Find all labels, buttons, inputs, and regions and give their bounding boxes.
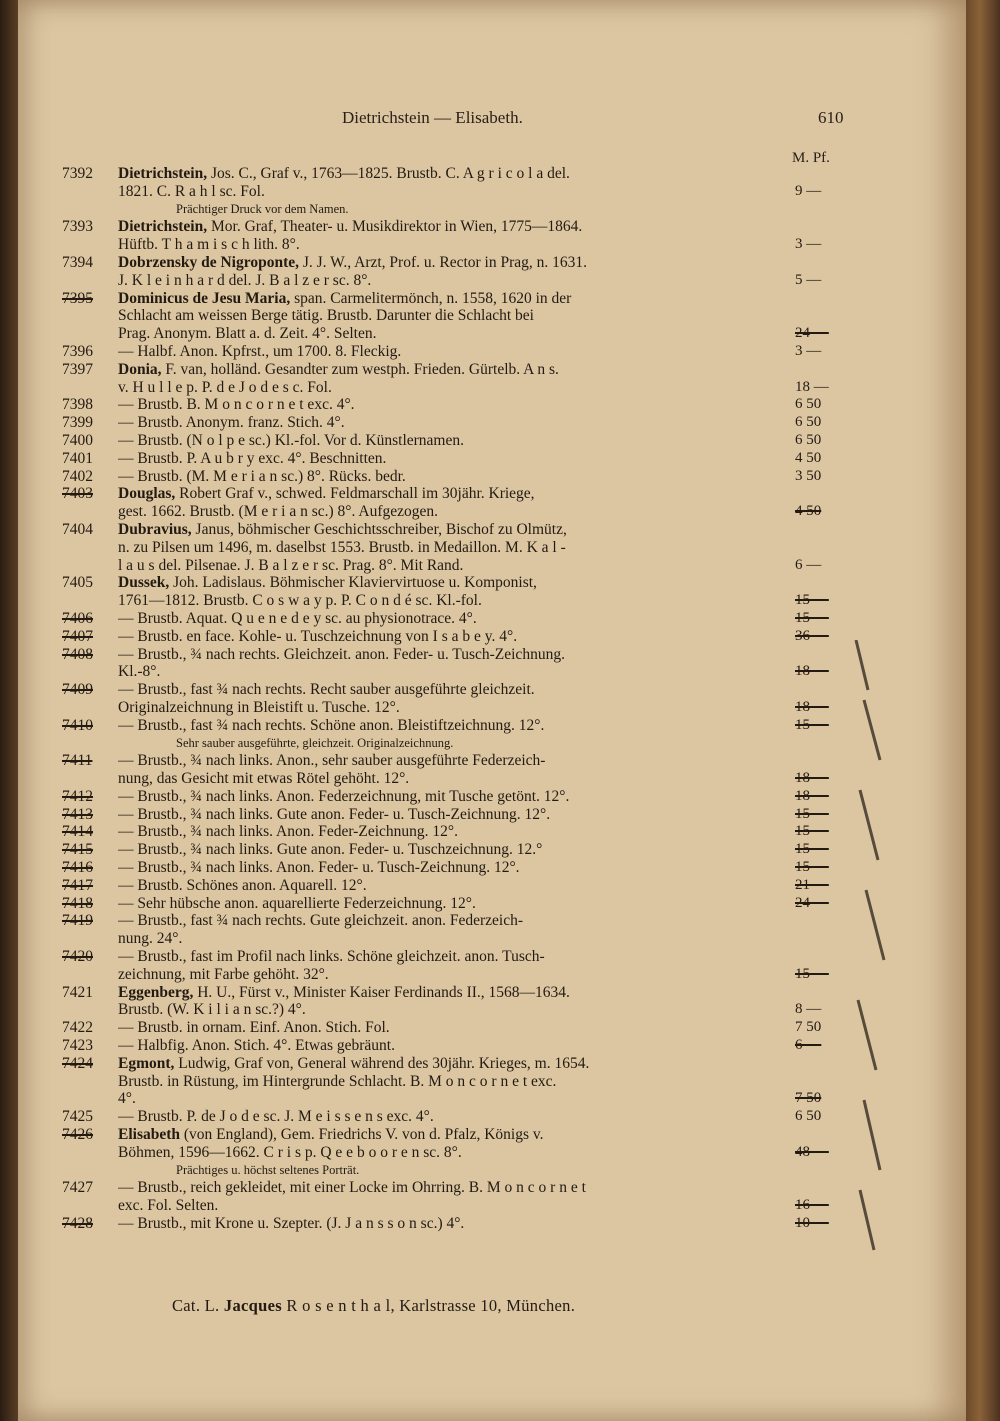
entry-price: 6 50 (795, 396, 822, 413)
lot-number: 7413 (62, 805, 93, 823)
entry-price: 16 — (795, 1197, 829, 1214)
entry-description: 1761—1812. Brustb. C o s w a y p. P. C o n d é sc. Kl.-fol. (118, 592, 482, 610)
entry-description: Ludwig, Graf von, General während des 30jähr. Krieges, m. 1654. (174, 1054, 590, 1072)
entry-price: 3 — (795, 342, 822, 359)
catalog-line (0, 930, 1000, 948)
catalog-line (0, 1126, 1000, 1144)
entry-description: n. zu Pilsen um 1496, m. daselbst 1553. Brustb. in Medaillon. M. K a l - (118, 538, 566, 556)
entry-text (118, 361, 778, 379)
entry-price: 18 — (795, 663, 829, 680)
entry-price: 9 — (795, 182, 822, 199)
lot-number: 7398 (62, 396, 93, 414)
catalog-line (0, 1144, 1000, 1162)
entry-price: 15 — (795, 805, 829, 822)
entry-description: (von England), Gem. Friedrichs V. von d. Pfalz, Königs v. (180, 1126, 544, 1144)
entry-description: — Brustb. (N o l p e sc.) Kl.-fol. Vor d. Künstlernamen. (118, 431, 464, 449)
entry-description: — Halbf. Anon. Kpfrst., um 1700. 8. Fleckig. (118, 342, 402, 360)
lot-number: 7401 (62, 449, 93, 467)
catalog-line (0, 610, 1000, 628)
entry-note (176, 1162, 836, 1180)
entry-price: 18 — (795, 378, 829, 395)
entry-text (118, 450, 778, 468)
entry-description: — Brustb. in ornam. Einf. Anon. Stich. Fol. (118, 1019, 390, 1037)
entry-description: Hüftb. T h a m i s c h lith. 8°. (118, 236, 300, 254)
catalog-line (0, 165, 1000, 183)
entry-text (118, 788, 778, 806)
entry-text (118, 859, 778, 877)
catalog-line (0, 699, 1000, 717)
entry-price: 7 50 (795, 1090, 822, 1107)
entry-description: — Brustb., ¾ nach links. Gute anon. Feder- u. Tuschzeichnung. 12.° (118, 841, 543, 859)
entry-text (118, 948, 778, 966)
lot-number: 7417 (62, 876, 93, 894)
entry-price: 18 — (795, 698, 829, 715)
entry-price: 24 — (795, 894, 829, 911)
entry-price: 3 — (795, 236, 822, 253)
catalog-line (0, 646, 1000, 664)
lot-number: 7395 (62, 289, 93, 307)
catalog-line (0, 539, 1000, 557)
entry-description: Jos. C., Graf v., 1763—1825. Brustb. C. A g r i c o l a del. (207, 165, 570, 182)
entry-description: — Brustb., ¾ nach rechts. Gleichzeit. anon. Feder- u. Tusch-Zeichnung. (118, 645, 565, 663)
catalog-line (0, 877, 1000, 895)
entry-description: Brustb. (W. K i l i a n sc.?) 4°. (118, 1001, 306, 1019)
entry-text (118, 646, 778, 664)
lot-number: 7422 (62, 1019, 93, 1037)
lot-number: 7418 (62, 894, 93, 912)
entry-text (118, 1019, 778, 1037)
entry-description: Schlacht am weissen Berge tätig. Brustb. Darunter die Schlacht bei (118, 307, 534, 325)
entry-text (118, 984, 778, 1002)
lot-number: 7428 (62, 1215, 93, 1233)
entry-text (118, 628, 778, 646)
entry-text (118, 557, 778, 575)
lot-number: 7424 (62, 1054, 93, 1072)
entry-text (118, 1179, 778, 1197)
entry-description: v. H u l l e p. P. d e J o d e s c. Fol. (118, 378, 332, 396)
catalog-line (0, 379, 1000, 397)
entry-price: 15 — (795, 823, 829, 840)
lot-number: 7426 (62, 1126, 93, 1144)
entry-text (118, 930, 778, 948)
entry-price: 18 — (795, 770, 829, 787)
entry-text (118, 806, 778, 824)
entry-text (118, 681, 778, 699)
entry-price: 6 — (795, 556, 822, 573)
entry-text (118, 699, 778, 717)
entry-text (118, 1037, 778, 1055)
catalog-line (0, 912, 1000, 930)
catalog-line (0, 236, 1000, 254)
entry-price: 4 50 (795, 449, 822, 466)
catalog-line (0, 628, 1000, 646)
catalog-line (0, 752, 1000, 770)
entry-name: Egmont, (118, 1054, 175, 1072)
running-header (0, 108, 1000, 138)
catalog-line (0, 343, 1000, 361)
entry-description: — Brustb., ¾ nach links. Anon., sehr sauber ausgeführte Federzeich- (118, 752, 546, 770)
entry-description: — Brustb. (M. M e r i a n sc.) 8°. Rücks. bedr. (118, 467, 406, 485)
entry-description: Joh. Ladislaus. Böhmischer Klaviervirtuose u. Komponist, (169, 574, 537, 592)
entry-text (118, 1197, 778, 1215)
lot-number: 7396 (62, 342, 93, 360)
entry-name: Dobrzensky de Nigroponte, (118, 253, 299, 271)
lot-number: 7415 (62, 841, 93, 859)
entry-description: — Brustb., ¾ nach links. Anon. Feder- u. Tusch-Zeichnung. 12°. (118, 859, 520, 877)
entry-description: nung. 24°. (118, 930, 183, 948)
catalog-line (0, 503, 1000, 521)
catalog-line (0, 681, 1000, 699)
catalog-line (0, 1179, 1000, 1197)
footer-firm: Jacques (223, 1296, 282, 1315)
catalog-line (0, 966, 1000, 984)
entry-description: Böhmen, 1596—1662. C r i s p. Q e e b o o r e n sc. 8°. (118, 1143, 462, 1161)
catalog-line (0, 201, 1000, 219)
entry-text (118, 503, 778, 521)
catalog-line (0, 574, 1000, 592)
catalog-line (0, 307, 1000, 325)
catalog-line (0, 432, 1000, 450)
entry-text (118, 432, 778, 450)
entry-name: Eggenberg, (118, 983, 194, 1001)
entry-description: — Brustb. Anonym. franz. Stich. 4°. (118, 414, 345, 432)
catalog-line (0, 592, 1000, 610)
entry-description: Prächtiges u. höchst seltenes Porträt. (176, 1162, 360, 1177)
entry-description: 1821. C. R a h l sc. Fol. (118, 182, 265, 200)
catalog-line (0, 717, 1000, 735)
entry-description: J. J. W., Arzt, Prof. u. Rector in Prag, n. 1631. (298, 253, 588, 271)
entry-price: 7 50 (795, 1019, 822, 1036)
catalog-line (0, 521, 1000, 539)
entry-description: — Brustb. P. de J o d e sc. J. M e i s s e n s exc. 4°. (118, 1108, 434, 1126)
catalog-line (0, 770, 1000, 788)
entry-text (118, 1055, 778, 1073)
catalog-line (0, 663, 1000, 681)
entry-description: Sehr sauber ausgeführte, gleichzeit. Originalzeichnung. (176, 735, 454, 750)
entry-description: — Brustb., ¾ nach links. Anon. Feder-Zeichnung. 12°. (118, 823, 458, 841)
entry-price: 15 — (795, 716, 829, 733)
entry-description: — Sehr hübsche anon. aquarellierte Federzeichnung. 12°. (118, 894, 476, 912)
entry-description: Brustb. in Rüstung, im Hintergrunde Schlacht. B. M o n c o r n e t exc. (118, 1072, 557, 1090)
catalog-line (0, 823, 1000, 841)
catalog-line (0, 1090, 1000, 1108)
entry-description: — Brustb., fast im Profil nach links. Schöne gleichzeit. anon. Tusch- (118, 948, 545, 966)
entry-price: 4 50 (795, 503, 822, 520)
entry-description: — Brustb., fast ¾ nach rechts. Recht sauber ausgeführte gleichzeit. (118, 681, 535, 699)
entry-text (118, 290, 778, 308)
entry-price: 15 — (795, 965, 829, 982)
lot-number: 7412 (62, 787, 93, 805)
catalog-line (0, 948, 1000, 966)
catalog-line (0, 984, 1000, 1002)
entry-name: Dussek, (118, 574, 170, 592)
lot-number: 7402 (62, 467, 93, 485)
lot-number: 7393 (62, 218, 93, 236)
entry-text (118, 272, 778, 290)
entry-text (118, 343, 778, 361)
catalog-line (0, 325, 1000, 343)
entry-text (118, 1090, 778, 1108)
entry-text (118, 379, 778, 397)
entry-text (118, 485, 778, 503)
catalog-line (0, 290, 1000, 308)
entry-description: — Brustb., fast ¾ nach rechts. Schöne anon. Bleistiftzeichnung. 12°. (118, 716, 545, 734)
entry-text (118, 966, 778, 984)
entry-text (118, 610, 778, 628)
entry-price: 18 — (795, 787, 829, 804)
lot-number: 7416 (62, 859, 93, 877)
lot-number: 7409 (62, 681, 93, 699)
catalog-line (0, 1055, 1000, 1073)
entry-text (118, 717, 778, 735)
entry-text (118, 823, 778, 841)
entry-description: F. van, holländ. Gesandter zum westph. Frieden. Gürtelb. A n s. (161, 360, 559, 378)
entry-price: 36 — (795, 627, 829, 644)
entry-text (118, 325, 778, 343)
entry-price: 6 — (795, 1037, 822, 1054)
entry-text (118, 752, 778, 770)
entry-name: Dietrichstein, (118, 218, 208, 236)
footer-prefix: Cat. L. (172, 1296, 224, 1315)
entry-note (176, 201, 836, 219)
entry-description: — Brustb. Schönes anon. Aquarell. 12°. (118, 876, 367, 894)
entry-text (118, 521, 778, 539)
entry-price: 15 — (795, 592, 829, 609)
entry-description: — Brustb. P. A u b r y exc. 4°. Beschnitten. (118, 449, 387, 467)
entry-price: 15 — (795, 859, 829, 876)
entry-description: 4°. (118, 1090, 136, 1108)
entry-text (118, 841, 778, 859)
catalog-line (0, 468, 1000, 486)
catalog-line (0, 414, 1000, 432)
entry-description: Prächtiger Druck vor dem Namen. (176, 201, 349, 216)
entry-name: Elisabeth (118, 1126, 181, 1144)
catalog-line (0, 1108, 1000, 1126)
entry-description: J. K l e i n h a r d del. J. B a l z e r sc. 8°. (118, 271, 372, 289)
catalog-line (0, 788, 1000, 806)
catalog-line (0, 183, 1000, 201)
entry-description: Robert Graf v., schwed. Feldmarschall im 30jähr. Kriege, (175, 485, 535, 503)
catalog-line (0, 485, 1000, 503)
entry-description: gest. 1662. Brustb. (M e r i a n sc.) 8°. Aufgezogen. (118, 503, 439, 521)
entry-text (118, 1144, 778, 1162)
entry-description: span. Carmelitermönch, n. 1558, 1620 in der (290, 289, 572, 307)
entry-description: Kl.-8°. (118, 663, 161, 681)
catalog-entries (0, 165, 1000, 1233)
entry-note (176, 735, 836, 753)
catalog-line (0, 1162, 1000, 1180)
entry-text (118, 574, 778, 592)
entry-description: — Brustb., reich gekleidet, mit einer Locke im Ohrring. B. M o n c o r n e t (118, 1179, 586, 1197)
page-number: 610 (818, 108, 844, 127)
catalog-line (0, 272, 1000, 290)
entry-text (118, 539, 778, 557)
catalog-line (0, 1001, 1000, 1019)
catalog-line (0, 895, 1000, 913)
catalog-line (0, 1037, 1000, 1055)
entry-text (118, 1073, 778, 1091)
catalog-footer (172, 1296, 575, 1316)
entry-price: 15 — (795, 609, 829, 626)
entry-text (118, 396, 778, 414)
lot-number: 7411 (62, 752, 93, 770)
lot-number: 7419 (62, 912, 93, 930)
entry-text (118, 663, 778, 681)
entry-text (118, 1126, 778, 1144)
catalog-line (0, 450, 1000, 468)
entry-text (118, 912, 778, 930)
lot-number: 7397 (62, 360, 93, 378)
lot-number: 7404 (62, 520, 93, 538)
entry-text (118, 1215, 778, 1233)
entry-description: nung, das Gesicht mit etwas Rötel gehöht. 12°. (118, 770, 410, 788)
entry-price: 8 — (795, 1001, 822, 1018)
entry-description: — Brustb., fast ¾ nach rechts. Gute gleichzeit. anon. Federzeich- (118, 912, 524, 930)
catalog-line (0, 218, 1000, 236)
catalog-line (0, 1197, 1000, 1215)
catalog-line (0, 841, 1000, 859)
entry-text (118, 592, 778, 610)
entry-price: 3 50 (795, 467, 822, 484)
entry-text (118, 877, 778, 895)
entry-price: 6 50 (795, 414, 822, 431)
entry-description: exc. Fol. Selten. (118, 1197, 219, 1215)
entry-name: Dominicus de Jesu Maria, (118, 289, 291, 307)
entry-description: zeichnung, mit Farbe gehöht. 32°. (118, 965, 329, 983)
lot-number: 7406 (62, 609, 93, 627)
entry-price: 48 — (795, 1143, 829, 1160)
header-title: Dietrichstein — Elisabeth. (342, 108, 523, 127)
catalog-line (0, 254, 1000, 272)
entry-text (118, 183, 778, 201)
entry-name: Dubravius, (118, 520, 192, 538)
entry-text (118, 165, 778, 183)
lot-number: 7394 (62, 253, 93, 271)
lot-number: 7421 (62, 983, 93, 1001)
entry-text (118, 254, 778, 272)
entry-text (118, 468, 778, 486)
entry-name: Donia, (118, 360, 162, 378)
entry-description: Mor. Graf, Theater- u. Musikdirektor in Wien, 1775—1864. (207, 218, 583, 236)
catalog-line (0, 806, 1000, 824)
entry-description: Prag. Anonym. Blatt a. d. Zeit. 4°. Selten. (118, 325, 377, 343)
entry-price: 21 — (795, 876, 829, 893)
entry-price: 6 50 (795, 1108, 822, 1125)
entry-description: — Brustb. B. M o n c o r n e t exc. 4°. (118, 396, 355, 414)
lot-number: 7407 (62, 627, 93, 645)
entry-description: — Brustb., ¾ nach links. Anon. Federzeichnung, mit Tusche getönt. 12°. (118, 787, 570, 805)
lot-number: 7408 (62, 645, 93, 663)
entry-text (118, 895, 778, 913)
entry-text (118, 307, 778, 325)
lot-number: 7403 (62, 485, 93, 503)
entry-description: — Brustb., mit Krone u. Szepter. (J. J a n s s o n sc.) 4°. (118, 1215, 465, 1233)
lot-number: 7427 (62, 1179, 93, 1197)
entry-text (118, 1108, 778, 1126)
entry-price: 15 — (795, 841, 829, 858)
catalog-line (0, 557, 1000, 575)
catalog-line (0, 1019, 1000, 1037)
lot-number: 7392 (62, 165, 93, 182)
lot-number: 7420 (62, 948, 93, 966)
lot-number: 7414 (62, 823, 93, 841)
entry-text (118, 218, 778, 236)
entry-description: — Brustb. en face. Kohle- u. Tuschzeichnung von I s a b e y. 4°. (118, 627, 518, 645)
catalog-line (0, 1215, 1000, 1233)
entry-text (118, 414, 778, 432)
lot-number: 7425 (62, 1108, 93, 1126)
entry-description: l a u s del. Pilsenae. J. B a l z e r sc. Prag. 8°. Mit Rand. (118, 556, 464, 574)
catalog-line (0, 1073, 1000, 1091)
currency-heading: M. Pf. (792, 150, 830, 166)
entry-text (118, 1001, 778, 1019)
entry-price: 6 50 (795, 431, 822, 448)
entry-name: Douglas, (118, 485, 176, 503)
lot-number: 7399 (62, 414, 93, 432)
entry-price: 10 — (795, 1215, 829, 1232)
lot-number: 7423 (62, 1037, 93, 1055)
entry-description: Janus, böhmischer Geschichtsschreiber, Bischof zu Olmütz, (191, 520, 567, 538)
entry-description: Originalzeichnung in Bleistift u. Tusche. 12°. (118, 698, 400, 716)
entry-price: 24 — (795, 325, 829, 342)
entry-text (118, 770, 778, 788)
entry-text (118, 236, 778, 254)
entry-name: Dietrichstein, (118, 165, 208, 182)
catalog-line (0, 859, 1000, 877)
lot-number: 7400 (62, 431, 93, 449)
lot-number: 7405 (62, 574, 93, 592)
entry-description: — Brustb., ¾ nach links. Gute anon. Feder- u. Tusch-Zeichnung. 12°. (118, 805, 551, 823)
catalog-line (0, 361, 1000, 379)
entry-description: H. U., Fürst v., Minister Kaiser Ferdinands II., 1568—1634. (193, 983, 570, 1001)
catalog-line (0, 735, 1000, 753)
lot-number: 7410 (62, 716, 93, 734)
entry-description: — Brustb. Aquat. Q u e n e d e y sc. au physionotrace. 4°. (118, 609, 477, 627)
entry-price: 5 — (795, 271, 822, 288)
catalog-line (0, 396, 1000, 414)
entry-description: — Halbfig. Anon. Stich. 4°. Etwas gebräunt. (118, 1037, 395, 1055)
footer-address: R o s e n t h a l, Karlstrasse 10, München. (281, 1296, 576, 1315)
